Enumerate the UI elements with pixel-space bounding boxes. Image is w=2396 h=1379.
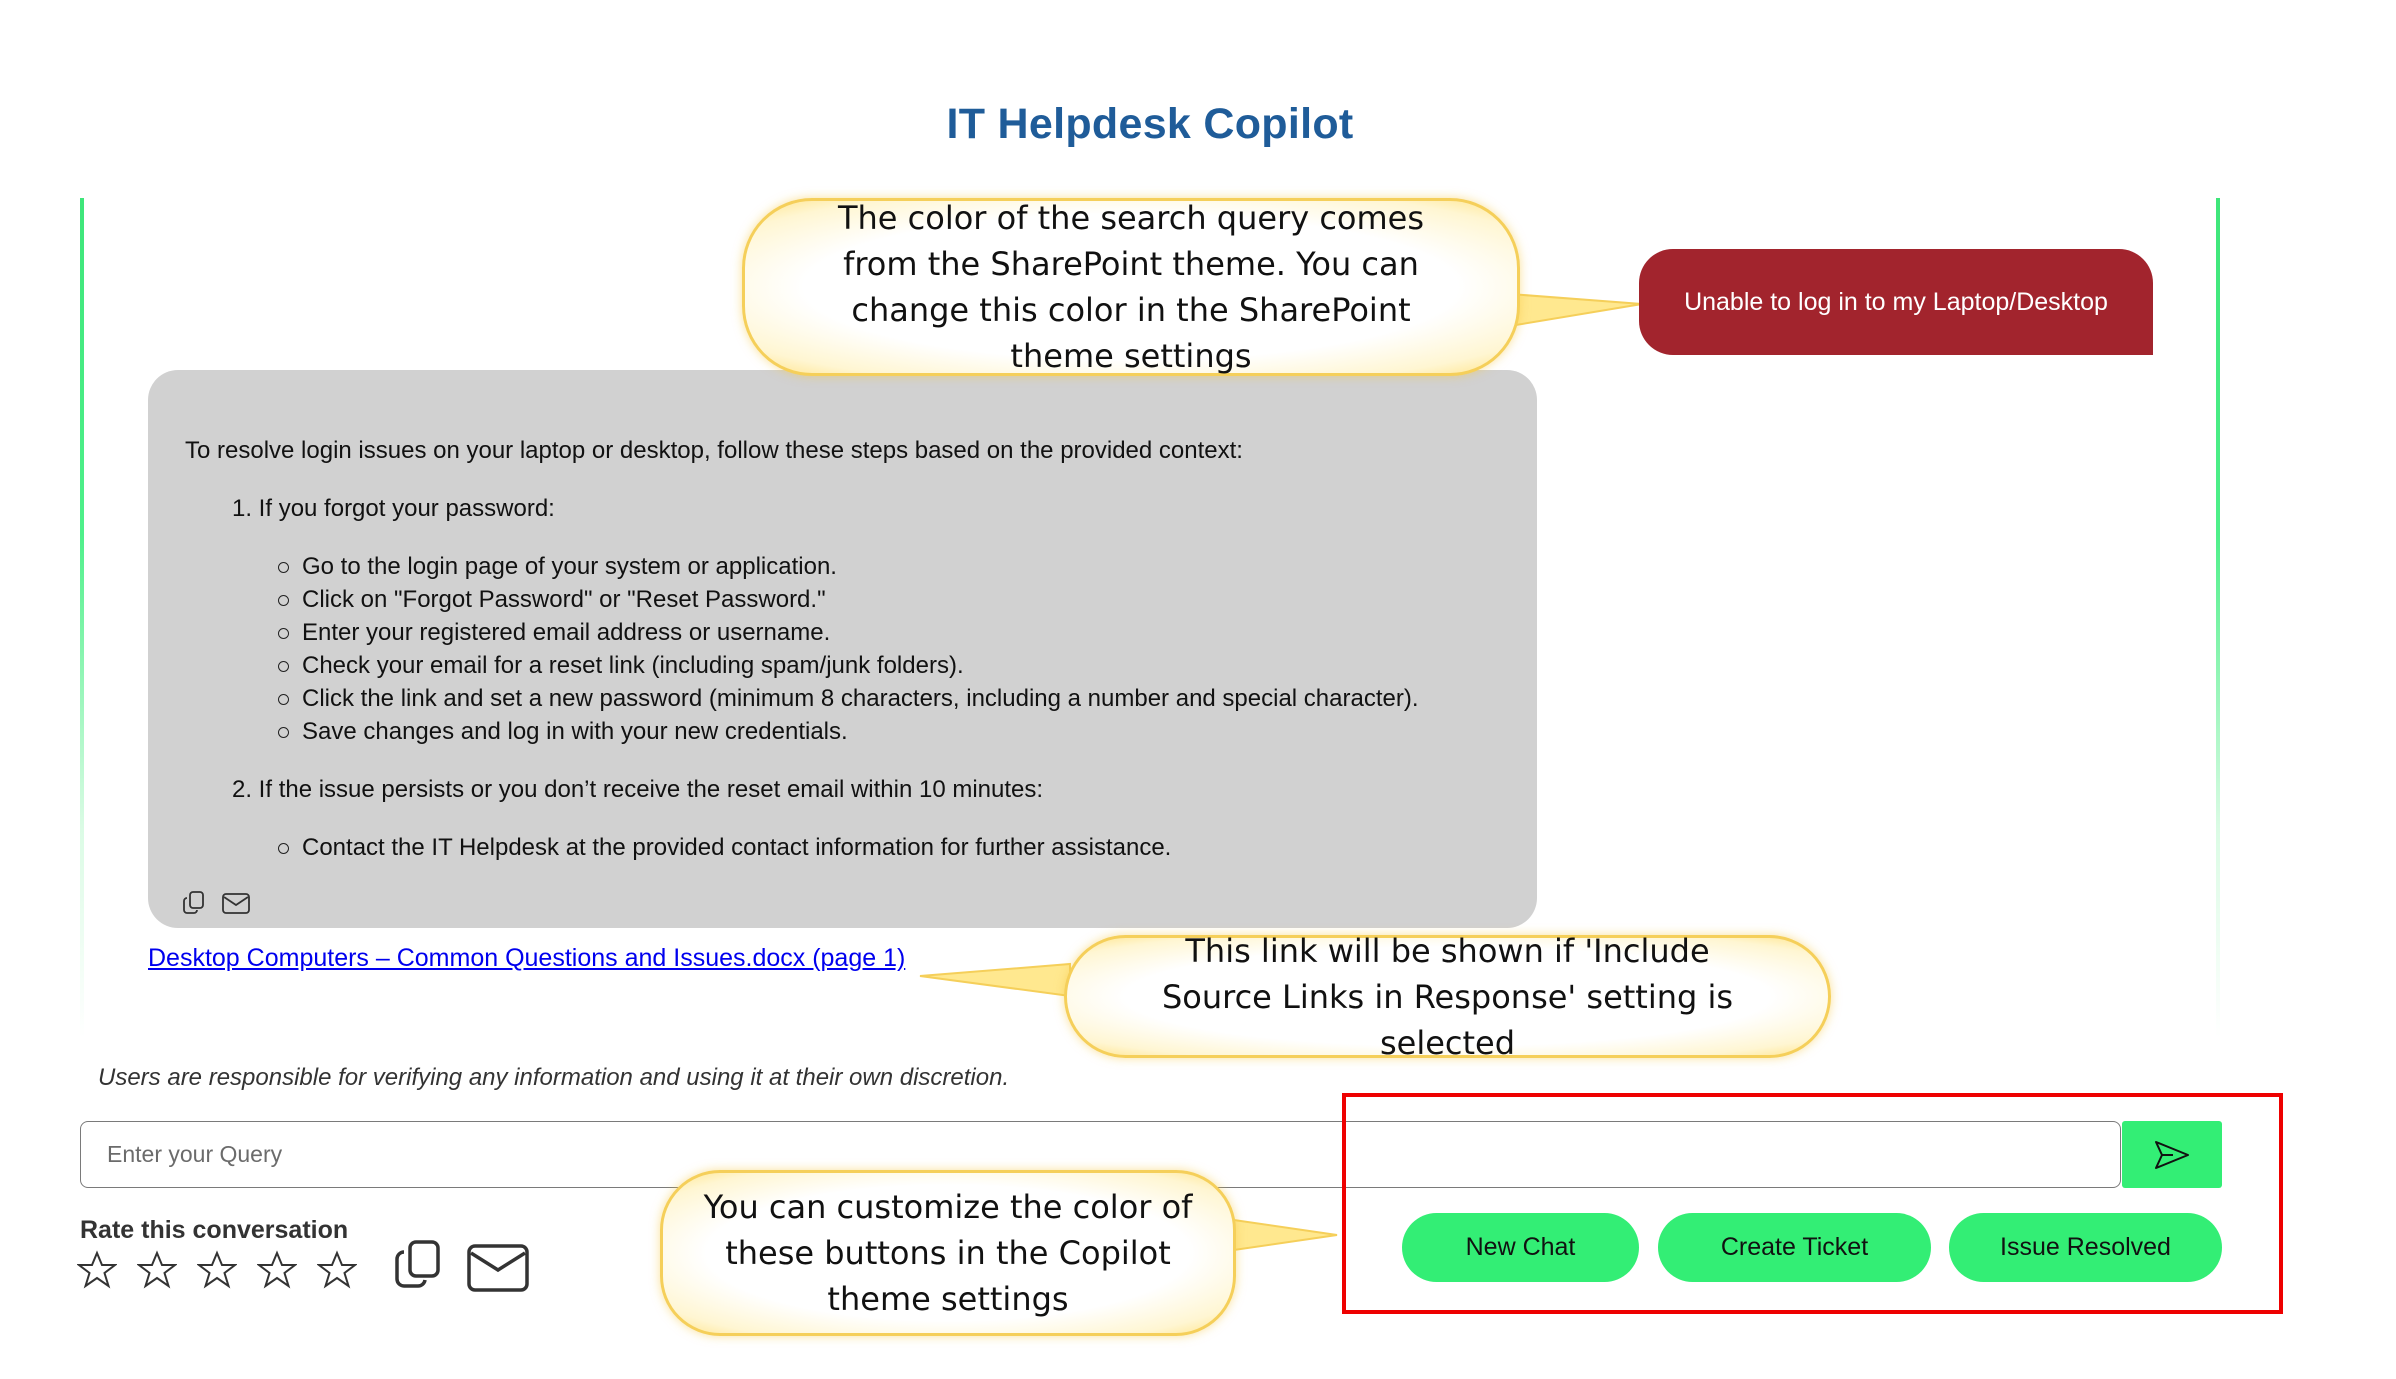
answer-bullet: Click the link and set a new password (minimum 8 characters, including a number and special character). [302, 682, 1501, 715]
annotation-buttons-color [660, 1170, 1236, 1336]
answer-bullet: Click on "Forgot Password" or "Reset Password." [302, 583, 1501, 616]
send-button[interactable] [2122, 1121, 2222, 1188]
disclaimer-text: Users are responsible for verifying any information and using it at their own discretion. [98, 1064, 1010, 1091]
star-icon[interactable] [137, 1250, 177, 1290]
annotation-source-link [1064, 931, 1831, 1062]
answer-bullet: Contact the IT Helpdesk at the provided contact information for further assistance. [302, 831, 1501, 864]
answer-bullet: Save changes and log in with your new credentials. [302, 715, 1501, 748]
answer-bullet: Check your email for a reset link (including spam/junk folders). [302, 649, 1501, 682]
star-icon[interactable] [197, 1250, 237, 1290]
answer-step [185, 773, 1501, 864]
answer-steps [185, 492, 1501, 864]
star-icon[interactable] [257, 1250, 297, 1290]
user-query-bubble [1639, 249, 2153, 355]
send-icon [2153, 1139, 2191, 1171]
rating-stars [77, 1250, 357, 1290]
answer-bullet: Enter your registered email address or username. [302, 616, 1501, 649]
source-document-link[interactable]: Desktop Computers – Common Questions and Issues.docx (page 1) [148, 944, 906, 972]
annotation-buttons-color-text: You can customize the color of these buttons in the Copilot theme settings [703, 1188, 1193, 1318]
assistant-answer-bubble [148, 370, 1537, 928]
chat-left-border [80, 198, 84, 1038]
answer-step-heading: 1. If you forgot your password: [232, 495, 555, 522]
callout-tail-buttons [1225, 1215, 1345, 1265]
issue-resolved-button[interactable]: Issue Resolved [1949, 1213, 2222, 1282]
chat-right-border [2216, 198, 2220, 1038]
answer-step-bullets [232, 831, 1501, 864]
email-conversation-icon[interactable] [465, 1238, 531, 1294]
annotation-source-link-text: This link will be shown if 'Include Source Links in Response' setting is selected [1161, 931, 1734, 1062]
copy-icon[interactable] [181, 890, 207, 916]
user-query-text: Unable to log in to my Laptop/Desktop [1684, 287, 2108, 316]
mail-icon[interactable] [221, 890, 251, 916]
annotation-query-color [742, 198, 1520, 376]
callout-tail-query [1510, 280, 1650, 340]
answer-step-heading: 2. If the issue persists or you don’t receive the reset email within 10 minutes: [232, 776, 1044, 803]
create-ticket-button[interactable]: Create Ticket [1658, 1213, 1931, 1282]
answer-bullet: Go to the login page of your system or application. [302, 550, 1501, 583]
page-title: IT Helpdesk Copilot [946, 100, 1354, 148]
star-icon[interactable] [317, 1250, 357, 1290]
rating-label: Rate this conversation [80, 1216, 349, 1244]
callout-tail-link [918, 960, 1078, 1010]
star-icon[interactable] [77, 1250, 117, 1290]
answer-intro: To resolve login issues on your laptop or desktop, follow these steps based on the provided context: [185, 437, 1243, 464]
copy-conversation-icon[interactable] [390, 1238, 446, 1294]
new-chat-button[interactable]: New Chat [1402, 1213, 1639, 1282]
answer-actions [181, 890, 251, 916]
annotation-query-color-text: The color of the search query comes from the SharePoint theme. You can change this color in the SharePoint theme settings [837, 199, 1425, 375]
answer-step [185, 492, 1501, 748]
answer-step-bullets [232, 550, 1501, 748]
